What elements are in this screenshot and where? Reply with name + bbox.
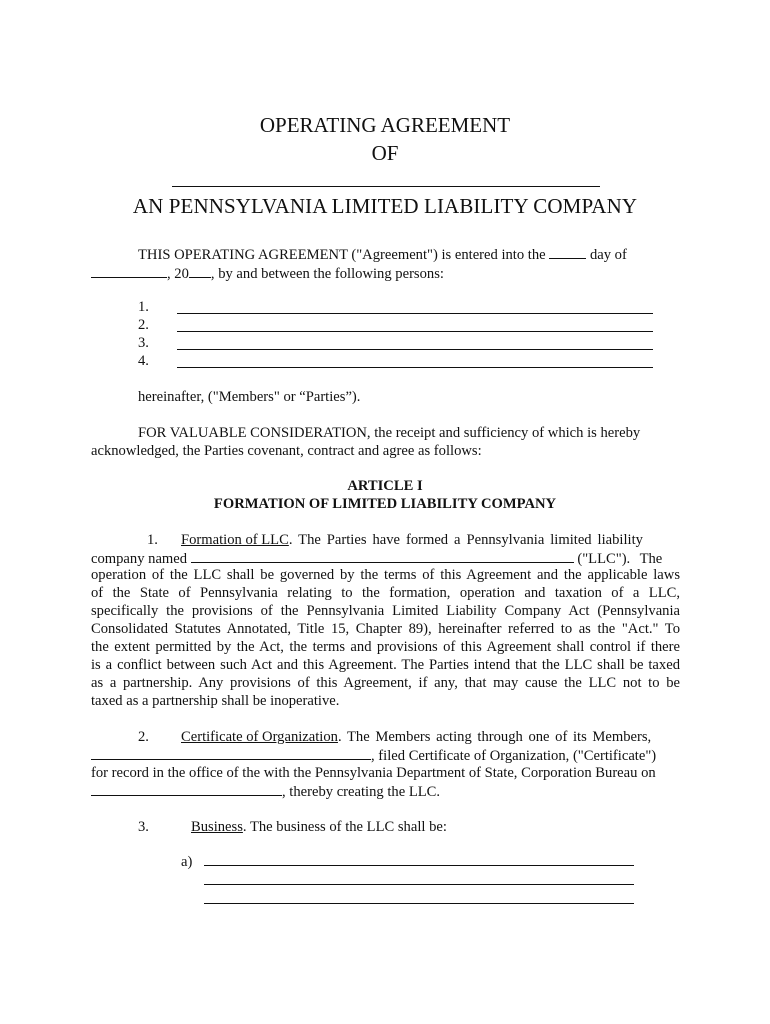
- section-2-line-4: [91, 782, 440, 801]
- intro-text-a: THIS OPERATING AGREEMENT ("Agreement") is entered into the: [138, 247, 546, 263]
- party-number-2: 2.: [138, 317, 149, 333]
- section-1-body-line: is a conflict between such Act and this Agreement. The Parties intend that the LLC shall be taxed: [91, 657, 680, 673]
- section-3-rest: . The business of the LLC shall be:: [242, 819, 447, 835]
- year-blank[interactable]: [189, 264, 211, 278]
- section-1-heading-line: [181, 531, 680, 549]
- hereinafter-text: hereinafter, ("Members" or “Parties”).: [138, 389, 361, 405]
- filing-date-blank[interactable]: [91, 782, 282, 796]
- intro-line-2: [91, 264, 444, 283]
- section-1-body-line: the extent permitted by the Act, the terms and provisions of this Agreement shall control if there: [91, 639, 680, 655]
- llc-label: ("LLC"). The: [577, 551, 663, 567]
- section-2-line-3: for record in the office of the with the Pennsylvania Department of State, Corporation Bureau on: [91, 765, 656, 781]
- section-3-heading-line: [191, 818, 447, 836]
- business-line-1-blank[interactable]: [204, 865, 634, 866]
- company-name-blank[interactable]: [172, 186, 600, 187]
- section-2-heading-line: [181, 728, 651, 746]
- party-number-1: 1.: [138, 299, 149, 315]
- title-line-2: OF: [371, 141, 399, 165]
- title-line-1: OPERATING AGREEMENT: [259, 113, 511, 137]
- company-named-label: company named: [91, 551, 188, 567]
- section-1-line1-rest: . The Parties have formed a Pennsylvania limited liability: [288, 532, 643, 548]
- article-heading: FORMATION OF LIMITED LIABILITY COMPANY: [213, 496, 557, 512]
- party-2-blank[interactable]: [177, 331, 653, 332]
- business-line-2-blank[interactable]: [204, 884, 634, 885]
- party-3-blank[interactable]: [177, 349, 653, 350]
- section-1-title: Formation of LLC: [181, 532, 289, 548]
- section-3-number: 3.: [138, 819, 149, 835]
- section-2-line-2: [91, 746, 656, 765]
- section-1-body-line: specifically the provisions of the Pennsylvania Limited Liability Company Act (Pennsylvania: [91, 603, 680, 619]
- intro-text-c: , by and between the following persons:: [210, 266, 444, 282]
- title-line-3: AN PENNSYLVANIA LIMITED LIABILITY COMPANY: [132, 194, 638, 218]
- party-number-3: 3.: [138, 335, 149, 351]
- section-1-body-line: as a partnership. Any provisions of this Agreement, if any, that may cause the LLC not to be: [91, 675, 680, 691]
- day-blank[interactable]: [549, 245, 586, 259]
- section-2-line1-rest: . The Members acting through one of its Members,: [337, 729, 652, 745]
- business-item-label: a): [181, 854, 193, 870]
- section-1-body-line: Consolidated Statutes Annotated, Title 15, Chapter 89), hereinafter referred to as the "Act." To: [91, 621, 680, 637]
- section-3-title: Business: [191, 819, 243, 835]
- section-2-number: 2.: [138, 729, 149, 745]
- article-number: ARTICLE I: [347, 478, 423, 494]
- section-1-body-line: of the State of Pennsylvania relating to the formation, operation and taxation of a LLC,: [91, 585, 680, 601]
- business-line-3-blank[interactable]: [204, 903, 634, 904]
- intro-line-1: [138, 245, 627, 264]
- intro-text-b: day of: [589, 247, 627, 263]
- intro-year-prefix: , 20: [167, 266, 189, 282]
- section-1-line-2: [91, 549, 662, 568]
- llc-name-blank[interactable]: [191, 549, 574, 563]
- party-number-4: 4.: [138, 353, 149, 369]
- section-2-title: Certificate of Organization: [181, 729, 338, 745]
- section-1-body-line: operation of the LLC shall be governed by the terms of this Agreement and the applicable laws: [91, 567, 680, 583]
- member-name-blank[interactable]: [91, 746, 371, 760]
- consideration-line-2: acknowledged, the Parties covenant, contract and agree as follows:: [91, 443, 482, 459]
- party-1-blank[interactable]: [177, 313, 653, 314]
- filed-certificate-text: , filed Certificate of Organization, ("Certificate"): [371, 748, 657, 764]
- month-blank[interactable]: [91, 264, 167, 278]
- section-1-last-line: taxed as a partnership shall be inoperative.: [91, 693, 340, 709]
- section-1-number: 1.: [147, 532, 158, 548]
- consideration-line-1: FOR VALUABLE CONSIDERATION, the receipt and sufficiency of which is hereby: [138, 425, 641, 441]
- party-4-blank[interactable]: [177, 367, 653, 368]
- creating-llc-text: , thereby creating the LLC.: [282, 784, 441, 800]
